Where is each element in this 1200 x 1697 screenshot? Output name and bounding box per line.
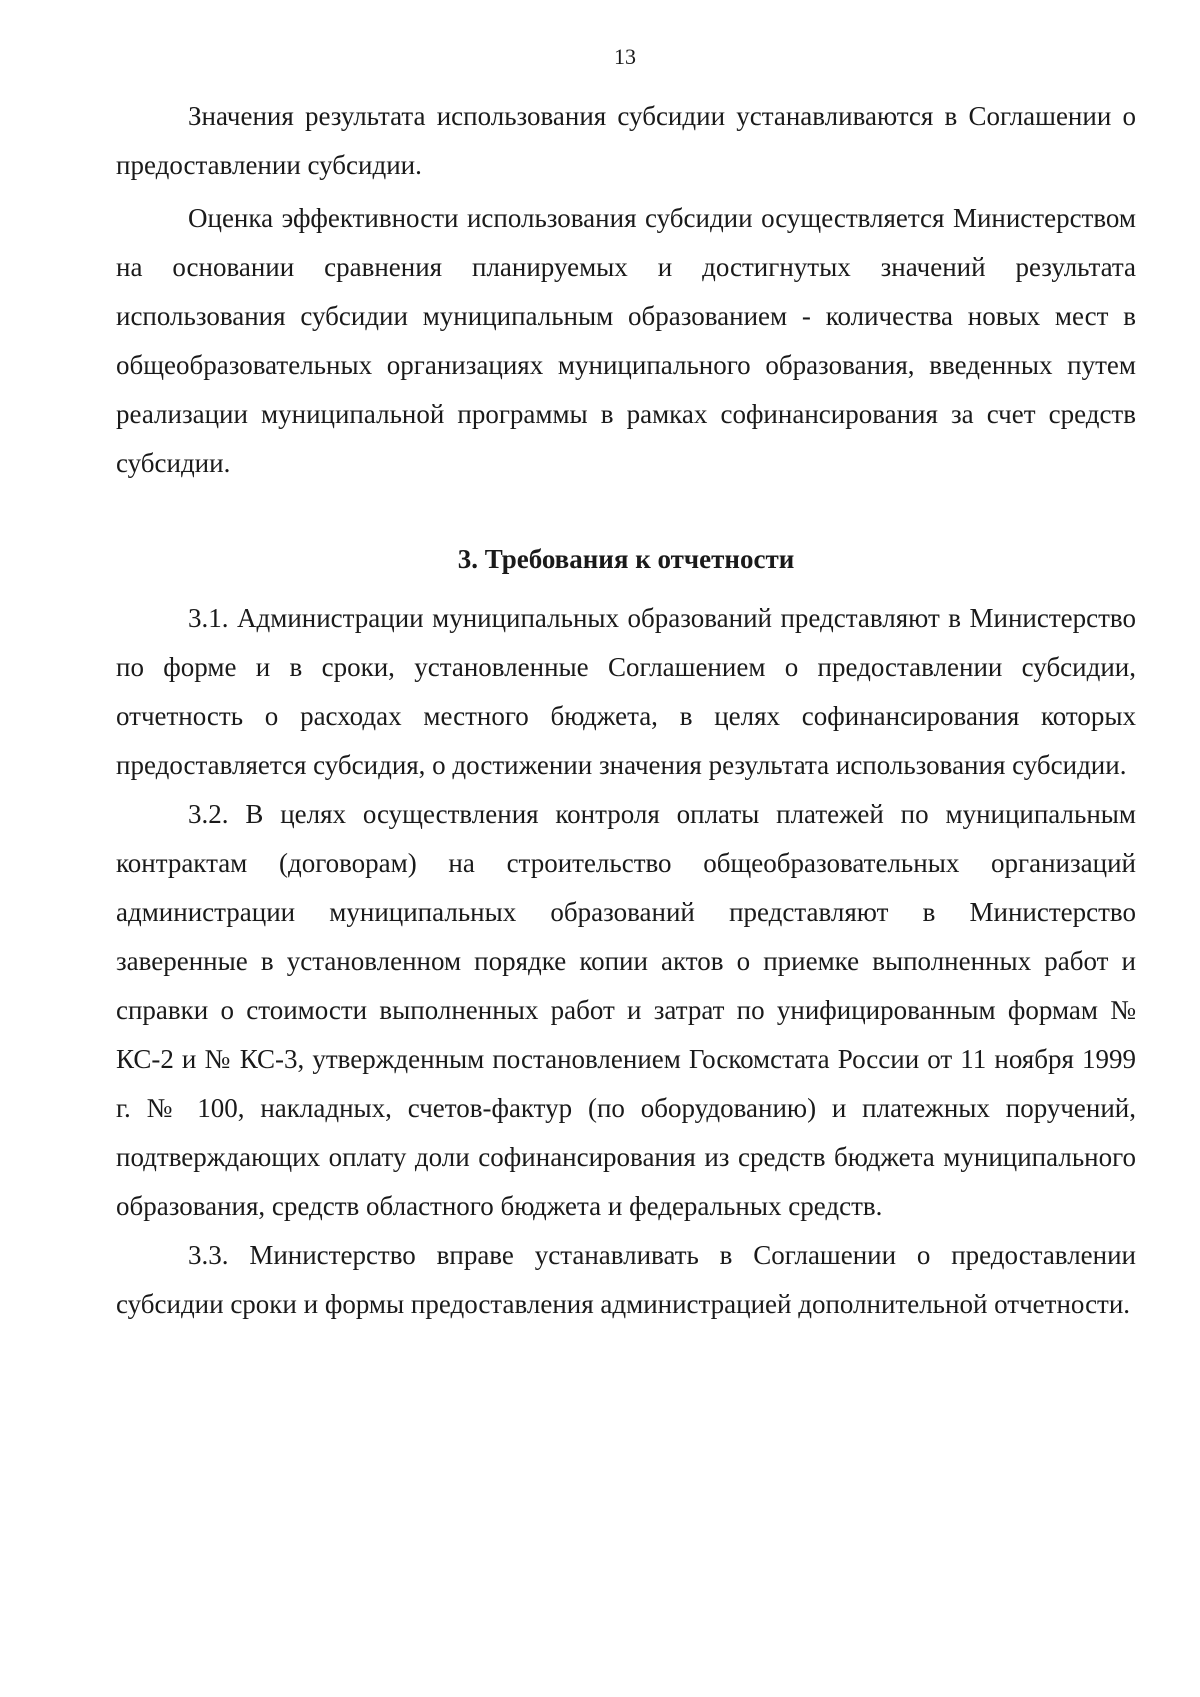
- section-item-3-1: 3.1. Администрации муниципальных образований представляют в Министерство по форме и в сроки, установленные Соглашением о предоставлении субсидии, отчетность о расходах местного бюджета, в целях софинансирования которых предоставляется субсидия, о достижении значения результата использования субсидии.: [116, 603, 1136, 780]
- paragraph-result-values: Значения результата использования субсидии устанавливаются в Соглашении о предоставлении субсидии.: [116, 101, 1136, 180]
- document-body: [116, 92, 1136, 1329]
- section-item-3-2: 3.2. В целях осуществления контроля оплаты платежей по муниципальным контрактам (договорам) на строительство общеобразовательных организаций администрации муниципальных образований представляют в Министерство заверенные в установленном порядке копии актов о приемке выполненных работ и справки о стоимости выполненных работ и затрат по унифицированным формам № КС-2 и № КС-3, утвержденным постановлением Госкомстата России от 11 ноября 1999 г. № 100, накладных, счетов-фактур (по оборудованию) и платежных поручений, подтверждающих оплату доли софинансирования из средств бюджета муниципального образования, средств областного бюджета и федеральных средств.: [116, 799, 1136, 1221]
- section-item-3-3: 3.3. Министерство вправе устанавливать в Соглашении о предоставлении субсидии сроки и формы предоставления администрацией дополнительной отчетности.: [116, 1240, 1136, 1319]
- page-number: 13: [614, 44, 636, 69]
- paragraph-efficiency-assessment: Оценка эффективности использования субсидии осуществляется Министерством на основании сравнения планируемых и достигнутых значений результата использования субсидии муниципальным образованием - количества новых мест в общеобразовательных организациях муниципального образования, введенных путем реализации муниципальной программы в рамках софинансирования за счет средств субсидии.: [116, 203, 1136, 478]
- section-heading: 3. Требования к отчетности: [457, 544, 795, 574]
